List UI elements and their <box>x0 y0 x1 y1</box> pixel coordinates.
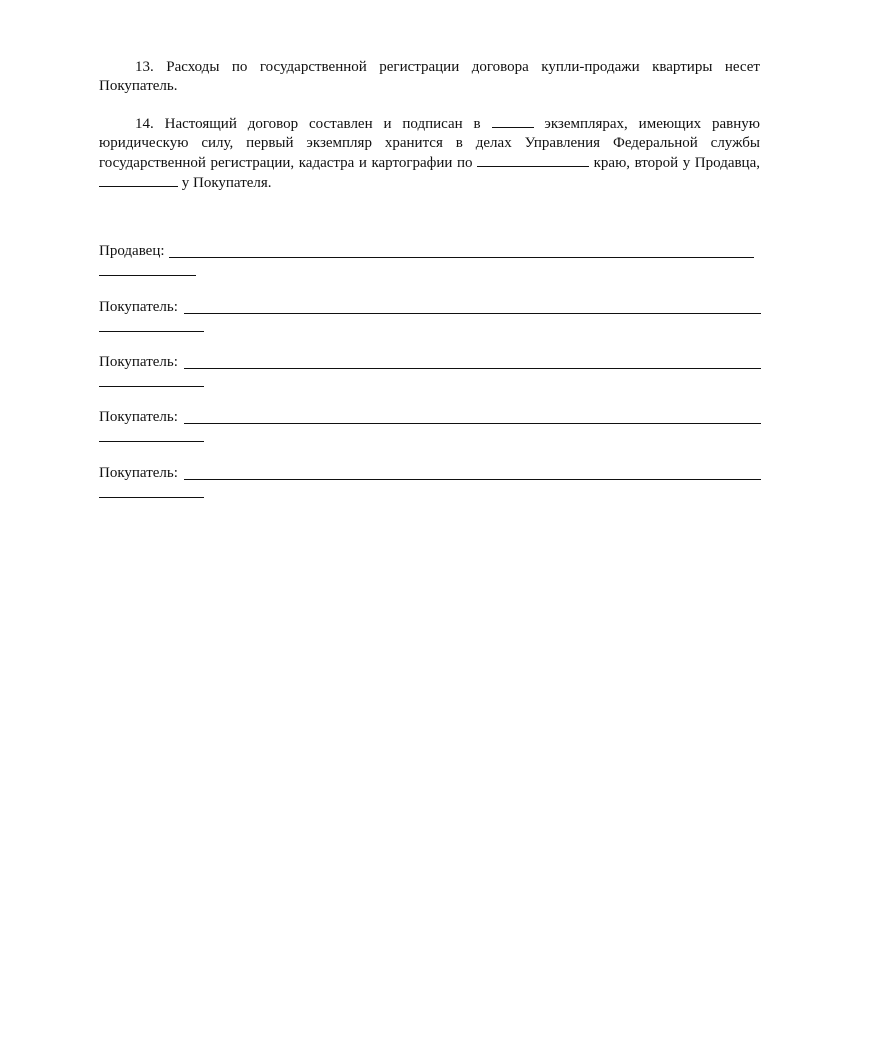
seller-label: Продавец: <box>99 243 165 259</box>
buyer-signature-block-4 <box>99 464 761 504</box>
paragraph-14-part-4: у Покупателя. <box>178 175 272 191</box>
buyer-signature-block-3 <box>99 408 761 448</box>
seller-copies-blank[interactable] <box>99 173 178 187</box>
buyer-signature-block-1 <box>99 298 761 338</box>
seller-signature-line-2[interactable] <box>99 275 196 276</box>
buyer-signature-line[interactable] <box>184 479 761 480</box>
buyer-signature-line[interactable] <box>184 423 761 424</box>
buyer-label: Покупатель: <box>99 299 178 315</box>
paragraph-14-part-3: краю, второй у Продавца, <box>589 155 760 171</box>
paragraph-14-part-1: 14. Настоящий договор составлен и подписан в <box>135 116 492 132</box>
buyer-signature-line-2[interactable] <box>99 331 204 332</box>
buyer-label: Покупатель: <box>99 465 178 481</box>
paragraph-13: 13. Расходы по государственной регистрации договора купли-продажи квартиры несет Покупатель. <box>99 59 760 94</box>
buyer-signature-line[interactable] <box>184 313 761 314</box>
seller-signature-block <box>99 242 761 282</box>
paragraph-14 <box>99 114 760 193</box>
buyer-signature-block-2 <box>99 353 761 393</box>
paragraph-14-part-2: экземплярах, имеющих равную юридическую силу, первый экземпляр хранится в делах Управления Федеральной службы государственной регистрации, кадастра и картографии по <box>99 116 760 171</box>
region-blank[interactable] <box>477 153 589 167</box>
buyer-signature-line-2[interactable] <box>99 386 204 387</box>
copies-count-blank[interactable] <box>492 114 534 128</box>
buyer-label: Покупатель: <box>99 409 178 425</box>
buyer-signature-line-2[interactable] <box>99 441 204 442</box>
seller-signature-line[interactable] <box>169 257 754 258</box>
buyer-signature-line-2[interactable] <box>99 497 204 498</box>
buyer-label: Покупатель: <box>99 354 178 370</box>
buyer-signature-line[interactable] <box>184 368 761 369</box>
